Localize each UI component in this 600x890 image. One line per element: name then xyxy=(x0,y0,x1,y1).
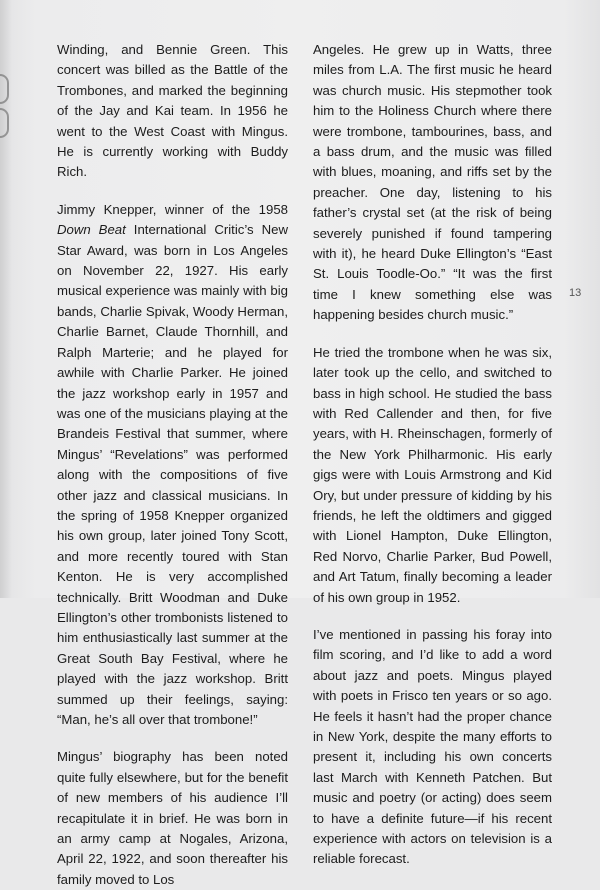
magazine-title: Down Beat xyxy=(57,222,126,238)
text-span: Jimmy Knepper, winner of the 1958 xyxy=(57,201,288,217)
page-number: 13 xyxy=(569,287,582,299)
staple-mark xyxy=(0,74,9,104)
paragraph: I’ve mentioned in passing his foray into film scoring, and I’d like to add a word about jazz and poets. Mingus played with poets in Frisco ten years or so ago. He feels it hasn’t had the proper chance in New York, despite the many efforts to present it, including his own concerts last March with Kenneth Patchen. But music and poetry (or acting) does seem to have a definite future—if his recent experience with actors on television is a reliable forecast. xyxy=(313,626,552,867)
right-text-column xyxy=(313,40,552,870)
paragraph: Winding, and Bennie Green. This concert was billed as the Battle of the Trombones, and marked the beginning of the Jay and Kai team. In 1956 he went to the West Coast with Mingus. He is currently working with Buddy Rich. xyxy=(57,42,288,180)
paragraph: Angeles. He grew up in Watts, three miles from L.A. The first music he heard was church music. His stepmother took him to the Holiness Church where there were trombone, tambourines, bass, and a bass drum, and the music was filled with blues, moaning, and riffs set by the preacher. One day, listening to his father’s crystal set (at the risk of being severely punished if found tampering with it), he heard Duke Ellington’s “East St. Louis Toodle-Oo.” “It was the first time I knew something else was happening besides church music.” xyxy=(313,42,552,323)
text-span: International Critic’s New Star Award, was born in Los Angeles on November 22, 1927. His early musical experience was mainly with big bands, Charlie Spivak, Woody Herman, Charlie Barnet, Claude Thornhill, and Ralph Marterie; and he played for awhile with Charlie Parker. He joined the jazz workshop early in 1957 and was one of the musicians playing at the Brandeis Festival that summer, where Mingus’ “Revelations” was performed along with the compositions of five other jazz and classical musicians. In the spring of 1958 Knepper organized his own group, later joined Tony Scott, and more recently toured with Stan Kenton. He is very accomplished technically. Britt Woodman and Duke Ellington’s other trombonists listened to him enthusiastically last summer at the Great South Bay Festival, where he played with the jazz workshop. Britt summed up their feelings, saying: “Man, he’s all over that trombone!” xyxy=(57,222,288,727)
staple-mark xyxy=(0,108,9,138)
left-text-column xyxy=(57,40,288,890)
paragraph-knepper xyxy=(57,200,288,731)
paragraph: Mingus’ biography has been noted quite fully elsewhere, but for the benefit of new members of his audience I’ll recapitulate it in brief. He was born in an army camp at Nogales, Arizona, April 22, 1922, and soon thereafter his family moved to Los xyxy=(57,749,288,887)
paragraph: He tried the trombone when he was six, later took up the cello, and switched to bass in high school. He studied the bass with Red Callender and then, for five years, with H. Rheinschagen, formerly of the New York Philharmonic. His early gigs were with Louis Armstrong and Kid Ory, but under pressure of kidding by his friends, he left the oldtimers and gigged with Lionel Hampton, Duke Ellington, Red Norvo, Charlie Parker, Bud Powell, and Art Tatum, finally becoming a leader of his own group in 1952. xyxy=(313,344,552,605)
